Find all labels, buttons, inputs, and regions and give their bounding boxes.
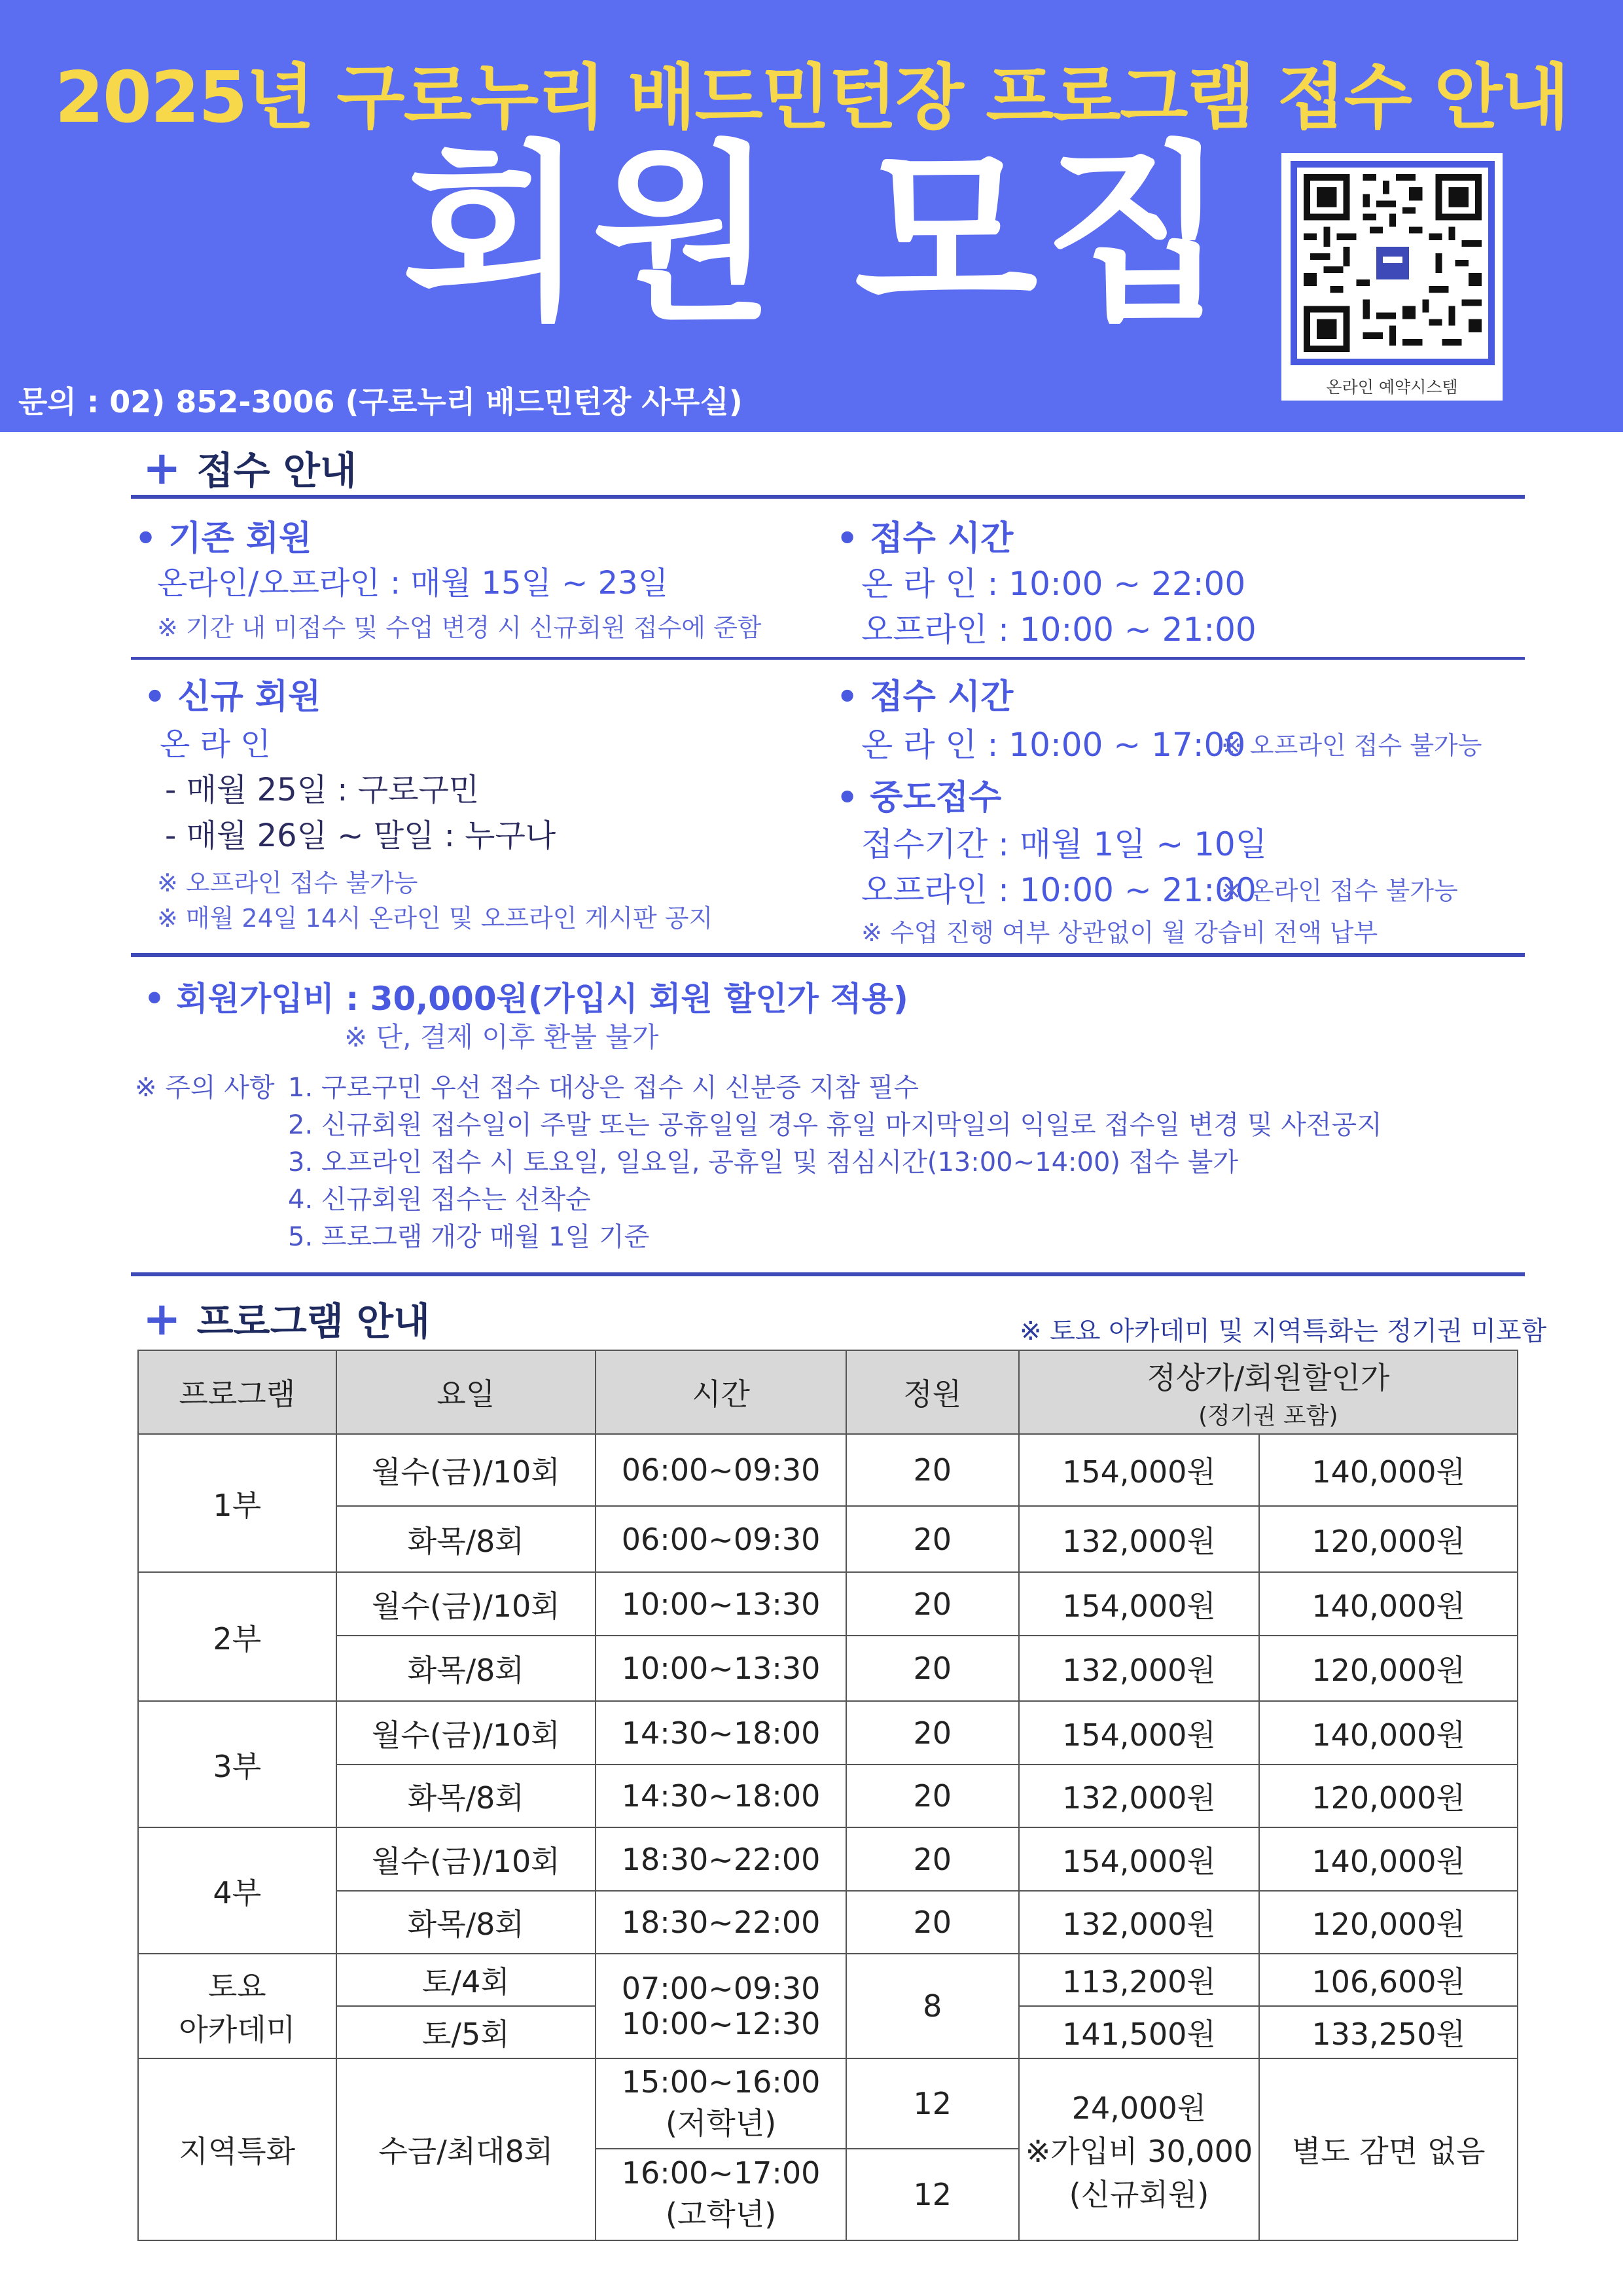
table-row <box>138 1891 1518 1954</box>
member-price-cell: 120,000원 <box>1259 1765 1518 1827</box>
time-cell: 10:00~13:30 <box>596 1636 846 1701</box>
days-cell: 월수(금)/10회 <box>336 1827 596 1891</box>
divider <box>131 953 1525 957</box>
time-cell: 06:00~09:30 <box>596 1506 846 1572</box>
joining-fee-note: ※ 단, 결제 이후 환불 불가 <box>344 1021 659 1053</box>
capacity-cell: 8 <box>846 1954 1019 2058</box>
caution-item: 5. 프로그램 개강 매월 1일 기준 <box>288 1222 650 1252</box>
days-cell: 화목/8회 <box>336 1636 596 1701</box>
member-price-cell: 140,000원 <box>1259 1827 1518 1891</box>
table-header-row <box>138 1350 1518 1434</box>
member-price-cell: 120,000원 <box>1259 1506 1518 1572</box>
time-line: 07:00~09:30 <box>621 1971 821 2006</box>
program-heading: + 프로그램 안내 <box>143 1292 431 1346</box>
reception-heading: + 접수 안내 <box>143 441 357 495</box>
capacity-cell: 20 <box>846 1572 1019 1636</box>
midterm-period: 접수기간 : 매월 1일 ~ 10일 <box>861 825 1268 863</box>
member-price-cell: 120,000원 <box>1259 1891 1518 1954</box>
price-cell: 154,000원 <box>1019 1827 1260 1891</box>
time-cell <box>596 2058 846 2149</box>
days-cell: 월수(금)/10회 <box>336 1572 596 1636</box>
header-price <box>1019 1350 1518 1434</box>
caution-item: 4. 신규회원 접수는 선착순 <box>288 1185 591 1215</box>
table-row <box>138 1434 1518 1506</box>
midterm-offline: 오프라인 : 10:00 ~ 21:00 <box>861 871 1257 909</box>
capacity-cell: 20 <box>846 1434 1019 1506</box>
price-line: ※가입비 30,000 <box>1025 2134 1253 2169</box>
page-subtitle: 2025년 구로누리 배드민턴장 프로그램 접수 안내 <box>54 57 1569 139</box>
days-cell: 화목/8회 <box>336 1891 596 1954</box>
time-cell <box>596 1954 846 2058</box>
existing-member-label: • 기존 회원 <box>135 519 312 558</box>
table-row <box>138 1572 1518 1636</box>
price-cell: 132,000원 <box>1019 1891 1260 1954</box>
member-price-cell: 120,000원 <box>1259 1636 1518 1701</box>
time-cell <box>596 2149 846 2240</box>
price-cell: 154,000원 <box>1019 1701 1260 1765</box>
capacity-cell: 20 <box>846 1636 1019 1701</box>
header-price-label: 정상가/회원할인가 <box>1147 1359 1390 1395</box>
capacity-cell: 20 <box>846 1506 1019 1572</box>
time-cell: 14:30~18:00 <box>596 1765 846 1827</box>
time-cell: 10:00~13:30 <box>596 1572 846 1636</box>
caution-item: 1. 구로구민 우선 접수 대상은 접수 시 신분증 지참 필수 <box>288 1073 919 1103</box>
days-cell: 화목/8회 <box>336 1506 596 1572</box>
midterm-label: • 중도접수 <box>836 778 1002 817</box>
price-cell <box>1019 2058 1260 2240</box>
new-member-day2: - 매월 26일 ~ 말일 : 누구나 <box>165 817 556 854</box>
existing-member-note: ※ 기간 내 미접수 및 수업 변경 시 신규회원 접수에 준함 <box>157 613 762 642</box>
capacity-cell: 20 <box>846 1827 1019 1891</box>
member-price-cell: 133,250원 <box>1259 2006 1518 2058</box>
existing-time-online: 온 라 인 : 10:00 ~ 22:00 <box>861 565 1246 603</box>
new-time-online: 온 라 인 : 10:00 ~ 17:00 <box>861 726 1246 764</box>
time-cell: 14:30~18:00 <box>596 1701 846 1765</box>
price-cell: 132,000원 <box>1019 1506 1260 1572</box>
time-cell: 18:30~22:00 <box>596 1827 846 1891</box>
program-name: 2부 <box>138 1572 336 1701</box>
time-line: (고학년) <box>665 2197 777 2232</box>
header-time: 시간 <box>596 1350 846 1434</box>
header-days: 요일 <box>336 1350 596 1434</box>
capacity-cell: 20 <box>846 1765 1019 1827</box>
program-name: 4부 <box>138 1827 336 1954</box>
new-member-online: 온 라 인 <box>160 726 271 762</box>
table-row <box>138 1701 1518 1765</box>
member-price-cell: 140,000원 <box>1259 1701 1518 1765</box>
new-time-note: ※ 오프라인 접수 불가능 <box>1221 731 1482 760</box>
price-cell: 132,000원 <box>1019 1636 1260 1701</box>
contact-info: 문의 : 02) 852-3006 (구로누리 배드민턴장 사무실) <box>18 384 743 420</box>
midterm-note: ※ 수업 진행 여부 상관없이 월 강습비 전액 납부 <box>861 918 1378 947</box>
table-row <box>138 1636 1518 1701</box>
program-name-line: 아카데미 <box>179 2012 296 2047</box>
days-cell: 월수(금)/10회 <box>336 1701 596 1765</box>
time-cell: 18:30~22:00 <box>596 1891 846 1954</box>
program-table <box>137 1350 1518 2241</box>
capacity-cell: 12 <box>846 2058 1019 2149</box>
price-cell: 113,200원 <box>1019 1954 1260 2006</box>
program-name: 3부 <box>138 1701 336 1827</box>
days-cell: 화목/8회 <box>336 1765 596 1827</box>
price-line: 24,000원 <box>1071 2090 1207 2126</box>
new-member-day1: - 매월 25일 : 구로구민 <box>165 772 480 808</box>
program-name <box>138 1954 336 2058</box>
caution-label: ※ 주의 사항 <box>135 1073 275 1103</box>
plus-icon: + <box>143 1292 181 1346</box>
midterm-offline-note: ※ 온라인 접수 불가능 <box>1221 876 1458 905</box>
time-line: 15:00~16:00 <box>621 2064 821 2100</box>
time-cell: 06:00~09:30 <box>596 1434 846 1506</box>
time-line: (저학년) <box>665 2106 777 2141</box>
existing-time-label: • 접수 시간 <box>836 519 1014 558</box>
program-name: 1부 <box>138 1434 336 1572</box>
capacity-cell: 20 <box>846 1701 1019 1765</box>
member-price-cell: 140,000원 <box>1259 1572 1518 1636</box>
qr-code-icon[interactable] <box>1291 161 1495 365</box>
existing-member-period: 온라인/오프라인 : 매월 15일 ~ 23일 <box>157 565 669 601</box>
divider <box>131 657 1525 660</box>
days-cell: 토/5회 <box>336 2006 596 2058</box>
member-price-cell: 별도 감면 없음 <box>1259 2058 1518 2240</box>
header-program: 프로그램 <box>138 1350 336 1434</box>
price-line: (신규회원) <box>1069 2177 1209 2212</box>
existing-time-offline: 오프라인 : 10:00 ~ 21:00 <box>861 611 1257 649</box>
new-time-label: • 접수 시간 <box>836 677 1014 717</box>
qr-caption: 온라인 예약시스템 <box>1326 378 1458 397</box>
joining-fee: • 회원가입비 : 30,000원(가입시 회원 할인가 적용) <box>144 980 908 1018</box>
price-cell: 141,500원 <box>1019 2006 1260 2058</box>
price-cell: 154,000원 <box>1019 1434 1260 1506</box>
price-cell: 132,000원 <box>1019 1765 1260 1827</box>
table-row <box>138 2058 1518 2149</box>
days-cell: 월수(금)/10회 <box>336 1434 596 1506</box>
program-note: ※ 토요 아카데미 및 지역특화는 정기권 미포함 <box>1020 1316 1547 1346</box>
days-cell: 토/4회 <box>336 1954 596 2006</box>
header-price-sub: (정기권 포함) <box>1198 1402 1338 1429</box>
capacity-cell: 20 <box>846 1891 1019 1954</box>
program-name-line: 토요 <box>207 1969 266 2004</box>
table-row <box>138 1827 1518 1891</box>
header-capacity: 정원 <box>846 1350 1019 1434</box>
divider <box>131 1272 1525 1276</box>
time-line: 16:00~17:00 <box>621 2155 821 2191</box>
new-member-label: • 신규 회원 <box>144 677 321 717</box>
member-price-cell: 140,000원 <box>1259 1434 1518 1506</box>
table-row <box>138 1765 1518 1827</box>
price-cell: 154,000원 <box>1019 1572 1260 1636</box>
table-row <box>138 1506 1518 1572</box>
divider <box>131 495 1525 499</box>
new-member-note1: ※ 오프라인 접수 불가능 <box>157 869 418 897</box>
page-title: 회원 모집 <box>402 125 1234 346</box>
caution-item: 3. 오프라인 접수 시 토요일, 일요일, 공휴일 및 점심시간(13:00~14:00) 접수 불가 <box>288 1147 1239 1177</box>
caution-item: 2. 신규회원 접수일이 주말 또는 공휴일일 경우 휴일 마지막일의 익일로 접수일 변경 및 사전공지 <box>288 1110 1382 1140</box>
program-name: 지역특화 <box>138 2058 336 2240</box>
plus-icon: + <box>143 441 181 495</box>
member-price-cell: 106,600원 <box>1259 1954 1518 2006</box>
time-line: 10:00~12:30 <box>621 2006 821 2041</box>
days-cell: 수금/최대8회 <box>336 2058 596 2240</box>
new-member-note2: ※ 매월 24일 14시 온라인 및 오프라인 게시판 공지 <box>157 904 713 933</box>
table-row <box>138 1954 1518 2006</box>
capacity-cell: 12 <box>846 2149 1019 2240</box>
